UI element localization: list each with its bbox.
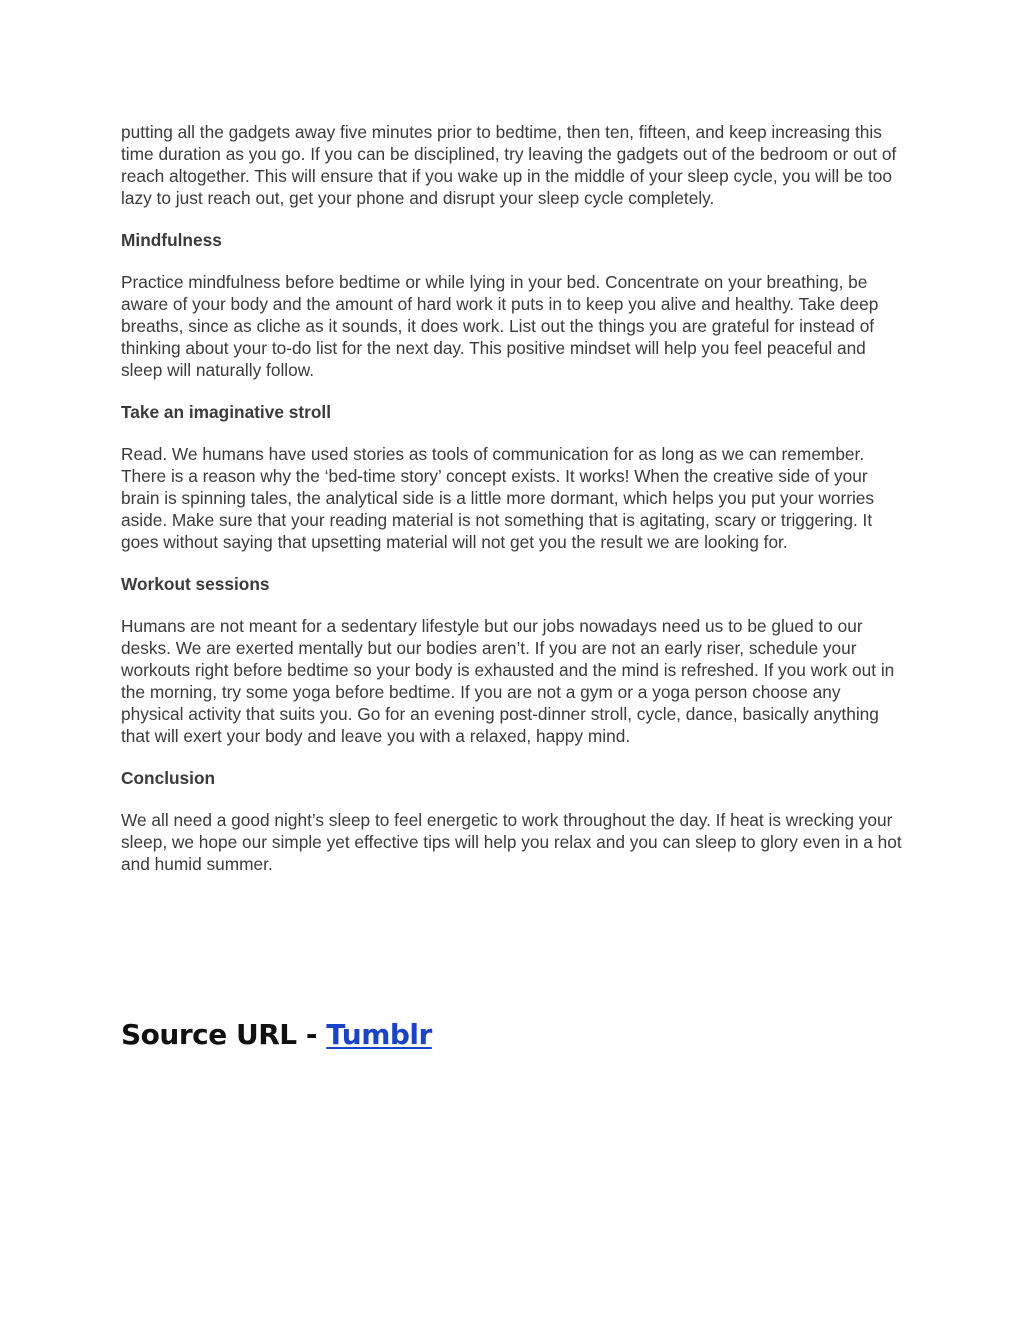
source-url-line bbox=[121, 1018, 432, 1051]
section-body-imaginative-stroll: Read. We humans have used stories as tools of communication for as long as we can remember. There is a reason why the ‘bed-time story’ concept exists. It works! When the creative side of your brain is spinning tales, the analytical side is a little more dormant, which helps you put your worries aside. Make sure that your reading material is not something that is agitating, scary or triggering. It goes without saying that upsetting material will not get you the result we are looking for. bbox=[121, 444, 875, 552]
section-heading-conclusion: Conclusion bbox=[121, 768, 216, 788]
source-link-tumblr[interactable]: Tumblr bbox=[326, 1018, 432, 1051]
source-url-label: Source URL - bbox=[121, 1018, 327, 1051]
section-body-conclusion: We all need a good night’s sleep to feel energetic to work throughout the day. If heat is wrecking your sleep, we hope our simple yet effective tips will help you relax and you can sleep to glory even in a hot and humid summer. bbox=[121, 810, 902, 874]
article-body bbox=[121, 121, 906, 895]
intro-paragraph: putting all the gadgets away five minutes prior to bedtime, then ten, fifteen, and keep increasing this time duration as you go. If you can be disciplined, try leaving the gadgets out of the bedroom or out of reach altogether. This will ensure that if you wake up in the middle of your sleep cycle, you will be too lazy to just reach out, get your phone and disrupt your sleep cycle completely. bbox=[121, 122, 897, 208]
section-heading-imaginative-stroll: Take an imaginative stroll bbox=[121, 402, 332, 422]
section-body-workout-sessions: Humans are not meant for a sedentary lifestyle but our jobs nowadays need us to be glued to our desks. We are exerted mentally but our bodies aren’t. If you are not an early riser, schedule your workouts right before bedtime so your body is exhausted and the mind is refreshed. If you work out in the morning, try some yoga before bedtime. If you are not a gym or a yoga person choose any physical activity that suits you. Go for an evening post-dinner stroll, cycle, dance, basically anything that will exert your body and leave you with a relaxed, happy mind. bbox=[121, 616, 895, 746]
section-heading-workout-sessions: Workout sessions bbox=[121, 574, 270, 594]
section-heading-mindfulness: Mindfulness bbox=[121, 230, 222, 250]
section-body-mindfulness: Practice mindfulness before bedtime or while lying in your bed. Concentrate on your breathing, be aware of your body and the amount of hard work it puts in to keep you alive and healthy. Take deep breaths, since as cliche as it sounds, it does work. List out the things you are grateful for instead of thinking about your to-do list for the next day. This positive mindset will help you feel peaceful and sleep will naturally follow. bbox=[121, 272, 879, 380]
